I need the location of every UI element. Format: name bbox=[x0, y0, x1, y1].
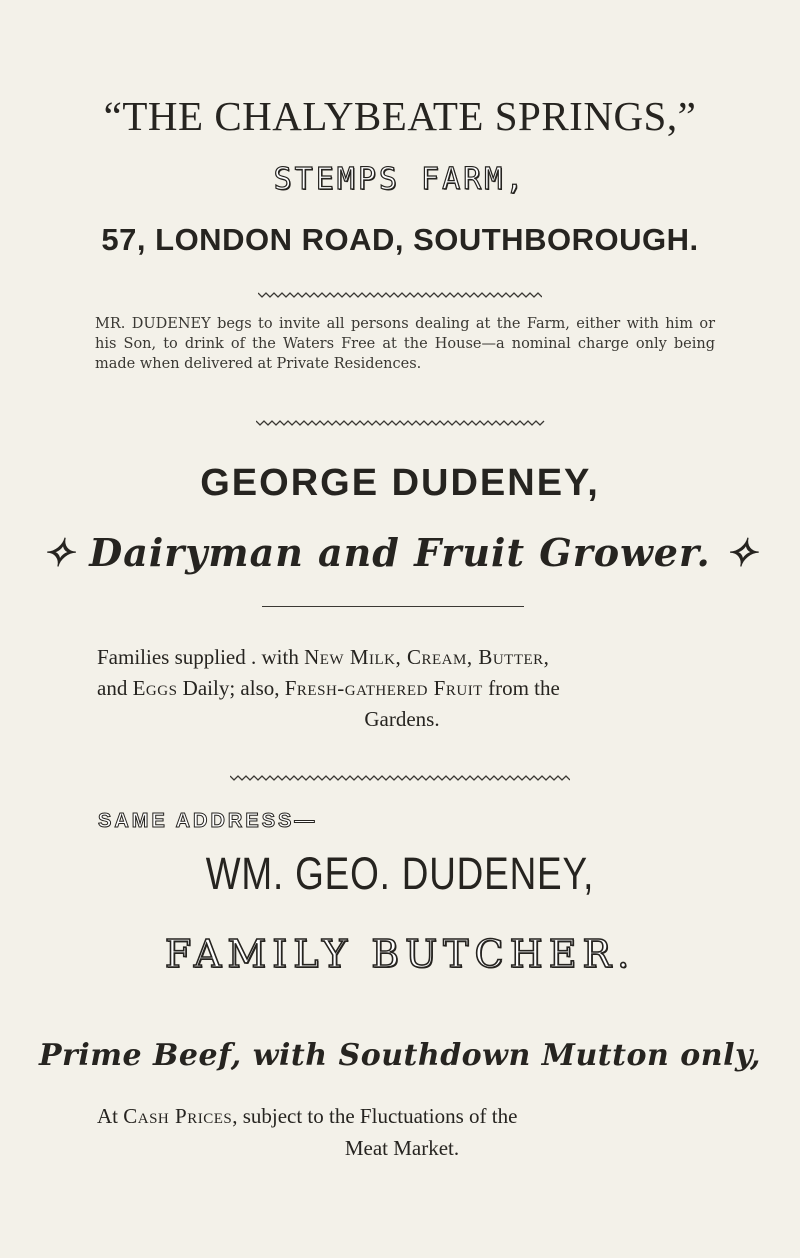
cash-prices: Cash Prices bbox=[123, 1104, 233, 1128]
dairy-fruit: Fresh-gathered Fruit bbox=[284, 676, 483, 700]
wavy-divider-1 bbox=[258, 290, 542, 300]
butcher-name: WM. GEO. DUDENEY, bbox=[205, 848, 595, 899]
meat-market: Meat Market. bbox=[344, 1136, 460, 1160]
farm-name: STEMPS FARM, bbox=[273, 162, 527, 197]
cash-prefix: At bbox=[97, 1104, 124, 1128]
left-ornament-icon: ✧ bbox=[42, 530, 90, 575]
dairy-line2: and bbox=[97, 676, 133, 700]
dairyman-trade bbox=[0, 530, 800, 575]
page-title: “THE CHALYBEATE SPRINGS,” bbox=[103, 93, 697, 139]
dairyman-trade-text: Dairyman and Fruit Grower. bbox=[89, 530, 711, 575]
butcher-trade: FAMILY BUTCHER. bbox=[164, 932, 636, 976]
horizontal-rule bbox=[262, 606, 524, 607]
prime-meat-line: Prime Beef, with Southdown Mutton only, bbox=[39, 1038, 761, 1073]
dairy-gardens: Gardens. bbox=[364, 707, 440, 731]
wavy-divider-3 bbox=[230, 773, 570, 783]
dairyman-name: GEORGE DUDENEY, bbox=[200, 462, 600, 504]
right-ornament-icon: ✧ bbox=[710, 530, 758, 575]
dairy-description bbox=[97, 642, 707, 735]
cash-suffix: , subject to the Fluctuations of the bbox=[232, 1104, 518, 1128]
dairy-eggs: Eggs bbox=[132, 676, 178, 700]
farm-address: 57, LONDON ROAD, SOUTHBOROUGH. bbox=[101, 222, 699, 257]
dairy-line4: from the bbox=[482, 676, 560, 700]
intro-paragraph: MR. DUDENEY begs to invite all persons dealing at the Farm, either with him or his Son, to drink of the Waters Free at the House—a nominal charge only being made when delivered at Private Residences. bbox=[95, 316, 715, 372]
same-address-label: SAME ADDRESS— bbox=[98, 810, 318, 832]
cash-prices-paragraph bbox=[97, 1100, 707, 1164]
dairy-products: New Milk, Cream, Butter, bbox=[304, 645, 550, 669]
dairy-line1: Families supplied . with bbox=[97, 645, 305, 669]
dairy-line3: Daily; also, bbox=[177, 676, 285, 700]
wavy-divider-2 bbox=[256, 418, 546, 428]
